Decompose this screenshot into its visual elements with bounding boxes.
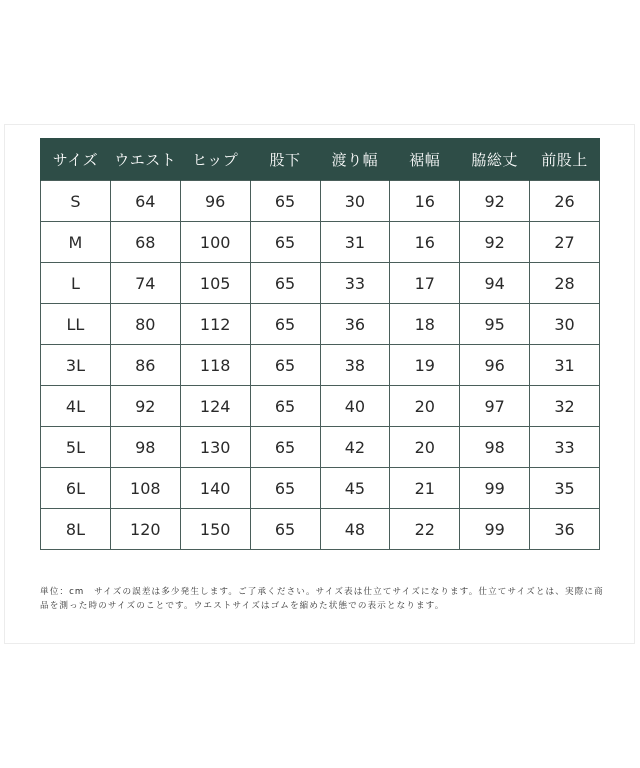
header-size: サイズ <box>41 138 111 181</box>
table-cell: 36 <box>320 304 390 345</box>
table-cell: 19 <box>390 345 460 386</box>
table-cell: 4L <box>41 386 111 427</box>
table-cell: 92 <box>460 222 530 263</box>
table-cell: 30 <box>530 304 600 345</box>
table-cell: 32 <box>530 386 600 427</box>
table-cell: 48 <box>320 509 390 550</box>
table-cell: 36 <box>530 509 600 550</box>
header-waist: ウエスト <box>110 138 180 181</box>
table-cell: 45 <box>320 468 390 509</box>
header-hem-width: 裾幅 <box>390 138 460 181</box>
size-note: 単位：cm サイズの誤差は多少発生します。ご了承ください。サイズ表は仕立てサイズになります。仕立てサイズとは、実際に商品を測った時のサイズのことです。ウエストサイズはゴムを縮めた状態での表示となります。 <box>40 587 604 611</box>
table-cell: 5L <box>41 427 111 468</box>
table-cell: 98 <box>460 427 530 468</box>
table-cell: 33 <box>530 427 600 468</box>
table-cell: LL <box>41 304 111 345</box>
table-cell: 130 <box>180 427 250 468</box>
table-cell: 3L <box>41 345 111 386</box>
table-cell: 65 <box>250 304 320 345</box>
table-cell: 80 <box>110 304 180 345</box>
table-row <box>41 386 600 427</box>
header-inseam: 股下 <box>250 138 320 181</box>
table-header-row <box>41 138 600 181</box>
table-cell: 112 <box>180 304 250 345</box>
table-cell: 94 <box>460 263 530 304</box>
table-cell: 65 <box>250 263 320 304</box>
table-cell: 65 <box>250 181 320 222</box>
table-cell: 40 <box>320 386 390 427</box>
table-cell: L <box>41 263 111 304</box>
table-cell: 21 <box>390 468 460 509</box>
table-cell: 140 <box>180 468 250 509</box>
table-cell: 8L <box>41 509 111 550</box>
table-row <box>41 181 600 222</box>
header-front-rise: 前股上 <box>530 138 600 181</box>
table-cell: 30 <box>320 181 390 222</box>
table-cell: 65 <box>250 345 320 386</box>
table-cell: 150 <box>180 509 250 550</box>
size-chart-table <box>40 138 600 550</box>
table-cell: 65 <box>250 386 320 427</box>
table-cell: 86 <box>110 345 180 386</box>
table-cell: 100 <box>180 222 250 263</box>
table-cell: 120 <box>110 509 180 550</box>
table-cell: 124 <box>180 386 250 427</box>
table-row <box>41 427 600 468</box>
table-cell: 98 <box>110 427 180 468</box>
table-cell: M <box>41 222 111 263</box>
table-cell: 99 <box>460 468 530 509</box>
table-cell: 65 <box>250 222 320 263</box>
header-hip: ヒップ <box>180 138 250 181</box>
table-cell: 92 <box>110 386 180 427</box>
table-cell: 92 <box>460 181 530 222</box>
table-cell: 97 <box>460 386 530 427</box>
table-cell: 20 <box>390 427 460 468</box>
table-cell: 95 <box>460 304 530 345</box>
table-cell: 20 <box>390 386 460 427</box>
table-row <box>41 263 600 304</box>
table-row <box>41 468 600 509</box>
table-cell: 31 <box>320 222 390 263</box>
table-cell: S <box>41 181 111 222</box>
table-cell: 108 <box>110 468 180 509</box>
table-cell: 96 <box>180 181 250 222</box>
table-cell: 99 <box>460 509 530 550</box>
table-cell: 6L <box>41 468 111 509</box>
table-cell: 118 <box>180 345 250 386</box>
table-cell: 17 <box>390 263 460 304</box>
table-cell: 26 <box>530 181 600 222</box>
table-cell: 38 <box>320 345 390 386</box>
table-cell: 16 <box>390 222 460 263</box>
table-cell: 22 <box>390 509 460 550</box>
table-cell: 65 <box>250 509 320 550</box>
table-cell: 42 <box>320 427 390 468</box>
table-cell: 35 <box>530 468 600 509</box>
table-cell: 27 <box>530 222 600 263</box>
table-cell: 105 <box>180 263 250 304</box>
header-thigh-width: 渡り幅 <box>320 138 390 181</box>
table-cell: 74 <box>110 263 180 304</box>
table-cell: 68 <box>110 222 180 263</box>
table-row <box>41 345 600 386</box>
table-cell: 65 <box>250 468 320 509</box>
table-cell: 65 <box>250 427 320 468</box>
table-cell: 28 <box>530 263 600 304</box>
table-row <box>41 509 600 550</box>
table-cell: 31 <box>530 345 600 386</box>
table-cell: 16 <box>390 181 460 222</box>
table-cell: 18 <box>390 304 460 345</box>
table-row <box>41 304 600 345</box>
table-cell: 33 <box>320 263 390 304</box>
table-cell: 64 <box>110 181 180 222</box>
table-cell: 96 <box>460 345 530 386</box>
header-outseam: 脇総丈 <box>460 138 530 181</box>
table-row <box>41 222 600 263</box>
